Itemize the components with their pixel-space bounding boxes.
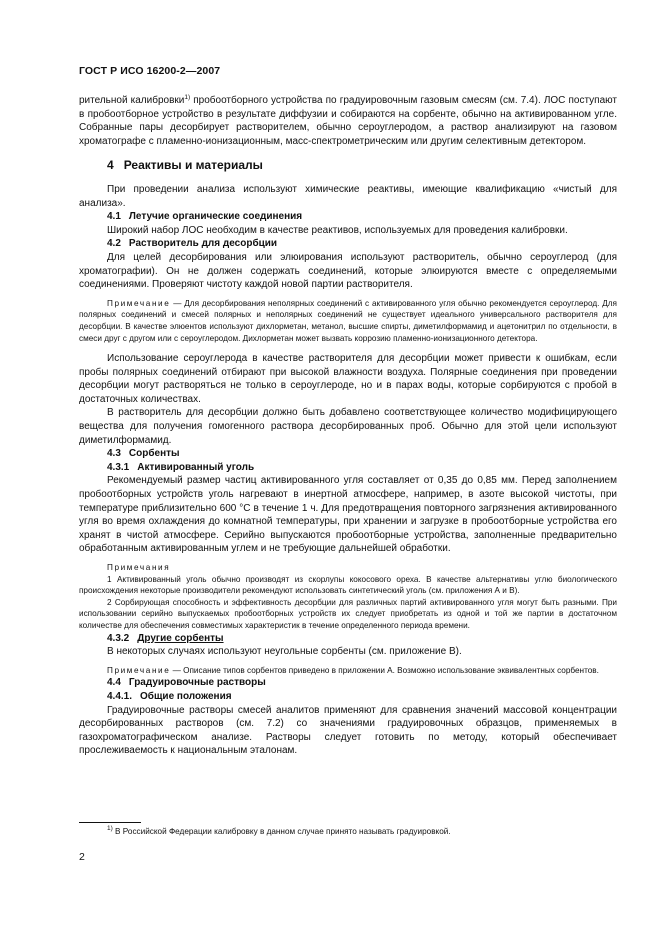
footnote	[107, 827, 451, 836]
note-4-3-1-2: 2 Сорбирующая способность и эффективность десорбции для различных партий активированного угля могут быть разными. При использовании серийно выпускаемых пробоотборных устройств их следует приобретать из одной и той же партии в достаточном количестве для обеспечения совместимых характеристик в течение определенного периода времени.	[79, 597, 617, 630]
note-4-3-1-1: 1 Активированный уголь обычно производят из скорлупы кокосового ореха. В качестве альтернативы углю биологического происхождения некоторые производители рекомендуют использовать синтетический уголь (см. приложения А и В).	[79, 574, 617, 596]
subsection-4-2-text: Для целей десорбирования или элюирования используют растворитель, обычно сероуглерод (для хроматографии). Он не должен содержать соединений, которые элюируются вместе с определяемыми соединениями. Проверяют чистоту каждой новой партии растворителя.	[79, 251, 617, 291]
subsection-4-4-1-text: Градуировочные растворы смесей аналитов применяют для сравнения значений массовой концентрации десорбированных растворов (см. 7.2) со значениями градуировочных образцов, применяемых в газохроматографическом анализе. Растворы следует готовить по методу, который обеспечивает прослеживаемость к национальным эталонам.	[79, 704, 617, 757]
intro-paragraph	[79, 94, 617, 148]
subsection-title: Сорбенты	[128, 448, 180, 460]
subsection-4-3-2-text: В некоторых случаях используют неугольные сорбенты (см. приложение В).	[107, 646, 462, 658]
subsection-4-4-1-heading	[107, 690, 617, 704]
section-4-intro: При проведении анализа используют химические реактивы, имеющие квалификацию «чистый для анализа».	[79, 183, 617, 209]
footnote-divider	[79, 822, 141, 823]
section-number: 4	[107, 158, 114, 173]
subsection-4-3-heading	[107, 447, 617, 461]
note-text: — Для десорбирования неполярных соединений с активированного угля обычно рекомендуется сероуглерод. Для полярных соединений и смесей полярных и неполярных соединений не существует идеального универсального растворителя для десорбции. В качестве элюентов используют дихлорметан, метанол, высшие спирты, диметилформамид и ацетонитрил по отдельности, в смеси друг с другом или с сероуглеродом. Дихлорметан может вызвать коррозию пламенно-ионизационного детектора.	[79, 298, 617, 343]
subsection-title: Летучие органические соединения	[128, 211, 303, 223]
subsection-4-1-text: Широкий набор ЛОС необходим в качестве реактивов, используемых для проведения калибровки.	[107, 224, 568, 236]
subsection-4-2-para2: Использование сероуглерода в качестве растворителя для десорбции может привести к ошибкам, если пробы полярных соединений отбирают при высокой влажности воздуха. Полярные соединения при проведении десорбции могут растворяться не только в сероуглероде, но и в парах воды, которые сорбируются с пробой в достаточных количествах.	[79, 353, 617, 405]
notes-label: Примечания	[107, 563, 171, 572]
document-body	[79, 94, 617, 758]
subsection-title: Растворитель для десорбции	[128, 238, 278, 250]
subsection-number: 4.3	[107, 448, 121, 460]
subsection-number: 4.2	[107, 238, 121, 250]
subsection-number: 4.3.2	[107, 632, 130, 644]
intro-text-b: пробоотборного устройства по градуировочным газовым смесям (см. 7.4). ЛОС поступают в пробоотборное устройство в результате диффузии и собираются на сорбенте, обычно на активированном угле. Собранные пары десорбирует растворителем, обычно сероуглеродом, а раствор анализируют на газовом хроматографе с пламенно-ионизационным, масс-спектрометрическим или другим селективным детектором.	[79, 95, 617, 147]
subsection-4-3-2-heading	[107, 632, 617, 646]
footnote-mark: 1)	[107, 825, 113, 832]
document-header: ГОСТ Р ИСО 16200-2—2007	[79, 65, 221, 77]
subsection-number: 4.4.1.	[107, 690, 133, 702]
footnote-text: В Российской Федерации калибровку в данном случае принято называть градуировкой.	[112, 827, 451, 836]
subsection-title: Активированный уголь	[137, 461, 255, 473]
subsection-number: 4.4	[107, 677, 121, 689]
note-4-3-2	[79, 665, 617, 677]
note-label: Примечание	[107, 665, 171, 675]
subsection-4-3-1-text: Рекомендуемый размер частиц активированного угля составляет от 0,35 до 0,85 мм. Перед заполнением пробоотборных устройств уголь нагревают в инертной атмосфере, например, в азоте высокой чистоты, при температуре приблизительно 600 °С в течение 1 ч. Для предотвращения повторного загрязнения активированного угля во время охлаждения до комнатной температуры, при хранении и загрузке в пробоотборные устройства его хранят в чистой атмосфере. Серийно выпускаются пробоотборные устройства, заполненные предварительно обработанным активированным углем и не требующие дальнейшей обработки.	[79, 475, 617, 555]
subsection-4-4-heading	[107, 676, 617, 690]
subsection-title: Другие сорбенты	[137, 632, 224, 644]
note-text: — Описание типов сорбентов приведено в приложении А. Возможно использование эквивалентных сорбентов.	[170, 665, 599, 675]
intro-text-a: рительной калибровки	[79, 95, 185, 106]
note-4-2	[79, 298, 617, 344]
subsection-4-1-heading	[107, 210, 617, 224]
section-4-heading	[107, 159, 617, 173]
subsection-4-2-heading	[107, 237, 617, 251]
subsection-number: 4.1	[107, 211, 121, 223]
section-title: Реактивы и материалы	[123, 158, 263, 173]
page-number: 2	[79, 851, 85, 863]
subsection-4-3-1-heading	[107, 461, 617, 475]
footnote-ref: 1)	[184, 94, 191, 101]
subsection-title: Общие положения	[140, 690, 232, 702]
subsection-4-2-para3: В растворитель для десорбции должно быть добавлено соответствующее количество модифицирующего вещества для получения гомогенного раствора десорбированных проб. Обычно для этой цели используют диметилформамид.	[79, 407, 617, 446]
note-label: Примечание	[107, 298, 171, 308]
subsection-number: 4.3.1	[107, 461, 130, 473]
subsection-title: Градуировочные растворы	[128, 677, 266, 689]
